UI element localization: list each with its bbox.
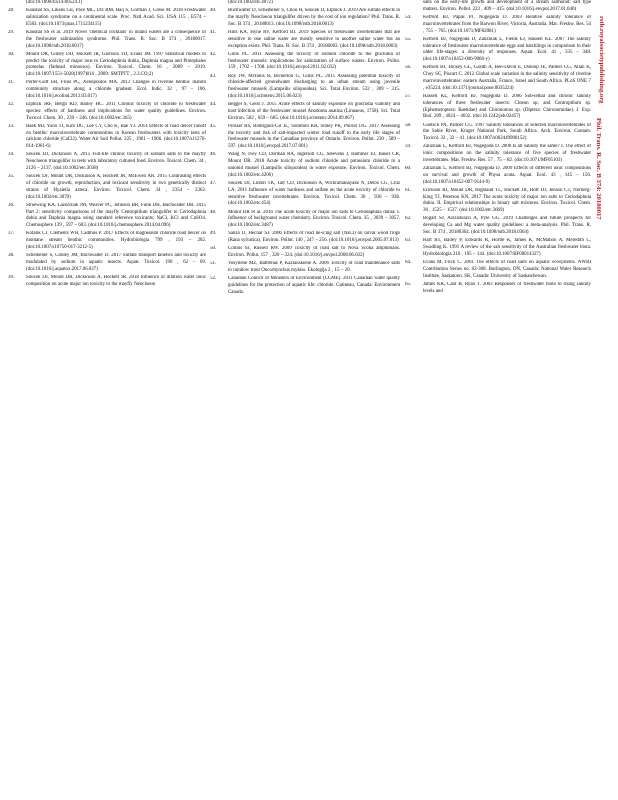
reference-text: Erickson RJ, Mount DR, Highland TL, Hockett JR, Hoff DJ, Jenson CT, Norberg-King TJ, Peterson KN. 2017 The acute toxicity of major ion salts to Ceriodaphnia dubia. II. Empirical relationships in binary salt mixtures. Environ. Toxicol. Chem. 36 , 1525 – 1537. (doi:10.1002/etc.3669)	[423, 187, 591, 214]
journal-link[interactable]: rstb.royalsocietypublishing.org	[598, 16, 605, 104]
reference-text: salts on the early-life growth and development of a stream salmonid: salt type matters. Environ. Pollut. 223 , 409 – 415. (doi:10.1016/j.envpol.2017.01.040)	[423, 0, 591, 12]
reference-number: 61.	[405, 187, 412, 193]
reference-entry	[210, 74, 400, 101]
reference-text: Kaushal SS, Likens GE, Pace ML, Utz RM, Haq S, Gorman J, Grese M. 2018 Freshwater salinization syndrome on a continental scale. Proc. Natl Acad. Sci. USA 115 , E574 – E583. (doi:10.1073/pnas.1711234115)	[26, 8, 206, 27]
reference-text: Soucek DJ, Dickinson A. 2015 Full-life chronic toxicity of sodium salts to the mayfly Neocloeon triangulifer in tests with laboratory cultured food. Environ. Toxicol. Chem. 34 , 2126 – 2137. (doi:10.1002/etc.3038)	[26, 152, 206, 172]
reference-number: 48.	[210, 209, 217, 215]
reference-entry	[8, 102, 206, 122]
reference-text: (doi:10.1002/etc.4072)	[228, 0, 273, 5]
reference-number: 33.	[8, 123, 15, 129]
journal-citation: Phil. Trans. R. Soc. B 374: 20180017	[595, 118, 602, 220]
reference-number: 45.	[210, 123, 217, 129]
reference-text: Soucek DJ, Mount DR, Dickinson A, Hockett JR. 2018 Influence of dilution water ionic composition on acute major ion toxicity to the mayfly Neocloeon	[26, 274, 206, 287]
reference-entry	[8, 0, 206, 7]
reference-number: 28.	[8, 8, 15, 14]
reference-text: Kefford BJ, Papas PJ, Nugegoda D. 2003 Relative salinity tolerance of macroinvertebrates from the Barwon River, Victoria, Australia. Mar. Freshw. Res. 54 , 755 – 765. (doi:10.1071/MF02081)	[423, 14, 591, 34]
reference-number: 59.	[405, 144, 412, 150]
reference-text: Canadian Council of Ministers of Environment (CCME). 2011 Canadian water quality guidelines for the protection of aquatic life: chloride. Gatineau, Canada: Environment Canada.	[228, 276, 400, 295]
reference-entry	[8, 8, 206, 28]
reference-column-1	[8, 0, 206, 290]
reference-text: (doi:10.1890/ES14-00524.1)	[26, 0, 83, 5]
reference-entry	[405, 216, 591, 236]
reference-entry	[8, 30, 206, 50]
reference-number: 57.	[405, 93, 412, 99]
reference-column-3	[405, 0, 591, 297]
reference-entry	[405, 166, 591, 186]
reference-entry	[405, 282, 591, 296]
reference-text: Scheibener S, Conley JM, Buchwalter D. 2017 Sulfate transport kinetics and toxicity are modulated by sodium in aquatic insects. Aquat. Toxicol. 190 , 62 – 69. (doi:10.1016/j.aquatox.2017.06.027)	[26, 253, 206, 272]
reference-entry	[210, 181, 400, 208]
reference-text: Elphick JRF, Bergh KD, Bailey HC. 2011 Chronic toxicity of chloride to freshwater species: effects of hardness and implications for water quality guidelines. Environ. Toxicol. Chem. 30 , 239 – 246. (doi:10.1002/etc.365)	[26, 102, 206, 121]
reference-text: Bogart SJ, Azizishirazi A, Pyle GG. 2019 Challenges and future prospects for developing Ca and Mg water quality guidelines: a meta-analysis. Phil. Trans. R. Soc. B 374 , 20180364. (doi:10.1098/rstb.2018.0364)	[423, 216, 591, 236]
reference-entry	[8, 152, 206, 172]
reference-number: 42.	[210, 51, 217, 57]
reference-number: 51.	[210, 261, 217, 267]
reference-number: 41.	[210, 29, 217, 35]
reference-text: James KR, Cant B, Ryan T. 2003 Responses of freshwater biota to rising salinity levels and	[423, 281, 591, 294]
reference-number: 38.	[8, 253, 15, 259]
reference-entry	[8, 253, 206, 273]
reference-text: Struewing KA, Lazorchak JM, Weaver PC, Johnson BR, Funk DH, Buchwalter DB. 2015 Part 2: sensitivity comparisons of the mayfly Centroptilum triangulifer to Ceriodaphnia dubia and Daphnia magna using standard reference toxicants; NaCl, KCl and CuSO4. Chemosphere 139 , 597 – 603. (doi:10.1016/j.chemosphere.2014.04.096)	[26, 202, 206, 229]
reference-text: Kefford BJ, Nugegoda D, Zalizniak L, Fields EJ, Hassell KL. 2007 The salinity tolerance of freshwater macroinvertebrate eggs and hatchlings in comparison to their older life-stages: a diversity of responses. Aquat. Ecol. 41 , 335 – 348. (doi:10.1007/s10452-006-9066-y)	[423, 36, 591, 63]
reference-number: 62.	[405, 216, 412, 222]
reference-entry	[210, 261, 400, 275]
reference-number: 47.	[210, 181, 217, 187]
reference-text: Gillis PL. 2011 Assessing the toxicity of sodium chloride to the glochidia of freshwater mussels: implications for salinization of surface waters. Environ. Pollut. 159 , 1702 – 1708. (doi:10.1016/j.envpol.2011.02.032)	[228, 51, 400, 71]
reference-entry	[210, 276, 400, 296]
reference-entry	[210, 210, 400, 230]
reference-text: Roy JW, McInnis R, Bickerton G, Gillis PL. 2015 Assessing potential toxicity of chloride-affected groundwater discharging to an urban stream using juvenile freshwater mussels (Lampsilis siliquoidea). Sci. Total Environ. 532 , 309 – 315. (doi:10.1016/j.scitotenv.2015.06.023)	[228, 73, 400, 99]
reference-entry	[210, 8, 400, 28]
reference-text: Goetsch PA, Palmer CG. 1997 Salinity tolerances of selected macroinvertebrates of the Sabie River, Kruger National Park, South Africa. Arch. Environ. Contam. Toxicol. 32 , 32 – 41. (doi:10.1007/s002449900152)	[423, 122, 591, 142]
reference-number: 30.	[8, 51, 15, 57]
reference-text: Zalizniak L, Kefford BJ, Nugegoda D. 2006 Is all salinity the same? I. The effect of ionic compositions on the salinity tolerance of five species of freshwater invertebrates. Mar. Freshw. Res. 57 , 75 – 82. (doi:10.1071/MF05103)	[423, 144, 591, 163]
reference-entry	[405, 15, 591, 35]
reference-entry	[405, 144, 591, 164]
reference-entry	[210, 231, 400, 245]
reference-column-2	[210, 0, 400, 298]
reference-number: 32.	[8, 102, 15, 108]
reference-text: Hills KA, Hyne RV, Kefford BJ. 2019 Species of freshwater invertebrates that are sensitive to one saline water are mostly sensitive to another saline water but an exception exists. Phil. Trans. R. Soc. B 374 , 20180003. (doi:10.1098/rstb.2018.0003)	[228, 29, 400, 49]
reference-number: 65.	[405, 281, 412, 287]
reference-number: 55.	[405, 36, 412, 42]
reference-entry	[210, 124, 400, 151]
reference-entry	[8, 52, 206, 79]
reference-number: 34.	[8, 152, 15, 158]
reference-text: Soucek DJ, Mount DR, Dickinson A, Hockett JR, McEwen AR. 2015 Contrasting effects of chloride on growth, reproduction, and toxicant sensitivity in two genetically distinct strains of Hyalella azteca. Environ. Toxicol. Chem. 34 , 2354 – 2362. (doi:10.1002/etc.3070)	[26, 174, 206, 200]
reference-text: Baek MJ, Yoon TJ, Kim DG, Lee CY, Cho K, Bae YJ. 2014 Effects of road deicer runoff on benthic macroinvertebrate communities in Korean freshwaters with toxicity tests of calcium chloride (CaCl2). Water Air Soil Pollut. 225 , 1961 – 1966. (doi:10.1007/s11270-014-1961-6)	[26, 123, 206, 150]
reference-entry	[405, 37, 591, 64]
reference-number: 58.	[405, 122, 412, 128]
reference-entry	[405, 123, 591, 143]
reference-entry	[210, 52, 400, 72]
reference-number: 44.	[210, 102, 217, 108]
reference-text: Buchwalter D, Scheibener S, Chou H, Soucek D, Elphick J. 2019 Are sulfate effects in the mayfly Neocloeon triangulifer driven by the cost of ion regulation? Phil. Trans. R. Soc. B 374 , 20180013. (doi:10.1098/rstb.2018.0013)	[228, 8, 400, 27]
reference-entry	[210, 0, 400, 7]
reference-number: 36.	[8, 202, 15, 208]
reference-entry	[210, 102, 400, 122]
reference-number: 60.	[405, 166, 412, 172]
reference-number: 40.	[210, 8, 217, 14]
reference-number: 37.	[8, 231, 15, 237]
reference-text: Mount DR et al. 2016 The acute toxicity of major ion salts to Ceriodaphnia dubia: I. Influence of background water chemistry. Environ. Toxicol. Chem. 35 , 3039 – 3057. (doi:10.1002/etc.3487)	[228, 209, 400, 229]
reference-entry	[405, 238, 591, 258]
reference-text: Kaushal SS et al. 2019 Novel 'chemical cocktails' in inland waters are a consequence of the freshwater salinization syndrome. Phil. Trans. R. Soc. B 374 , 20180017. (doi:10.1098/rstb.2018.0017)	[26, 29, 206, 49]
reference-text: Zalizniak L, Kefford BJ, Nugegoda D. 2009 Effects of different ionic compositions on survival and growth of Physa acuta. Aquat. Ecol. 43 , 145 – 156. (doi:10.1007/s10452-007-9144-9)	[423, 166, 591, 185]
reference-text: Prosser RS, Rodriguez-Gil JL, Solomon KR, Sibley PK, Poirier DG. 2017 Assessing the toxicity and risk of salt-impacted winter road runoff to the early life stages of freshwater mussels in the Canadian province of Ontario. Environ. Pollut. 230 , 589 – 597. (doi:10.1016/j.envpol.2017.07.001)	[228, 123, 400, 150]
reference-number: 39.	[8, 274, 15, 280]
reference-text: Kefford BJ, Hickey GL, Gasith A, Ben-David E, Dunlop JE, Palmer CG, Allan K, Choy SC, Piscart C. 2012 Global scale variation in the salinity sensitivity of riverine macroinvertebrates: eastern Australia, France, Israel and South Africa. PLoS ONE 7 , e35224. (doi:10.1371/journal.pone.0035224)	[423, 65, 591, 91]
reference-entry	[210, 246, 400, 260]
reference-entry	[405, 188, 591, 215]
reference-entry	[8, 80, 206, 100]
reference-entry	[210, 30, 400, 50]
reference-text: Hassell KL, Kefford BJ, Nugegoda D. 2006 Sub-lethal and chronic salinity tolerances of three freshwater insects: Cloeon sp. and Centroptilum sp. (Ephemeroptera: Baetidae) and Chironomus sp. (Diptera: Chironomidae). J. Exp. Biol. 209 , 4024 – 4032. (doi:10.1242/jeb.02457)	[423, 93, 591, 120]
reference-text: Mount DR, Gulley DD, Hockett JR, Garrison TD, Evans JM. 1997 Statistical models to predict the toxicity of major ions to Ceriodaphnia dubia, Daphnia magna and Pimephales promelas (fathead minnows). Environ. Toxicol. Chem. 16 , 2009 – 2019. (doi:10.1897/1551-5028(1997)016 , 2009: SMTPTT , 2.3.CO;2)	[26, 51, 206, 78]
reference-number: 50.	[210, 246, 217, 252]
reference-number: 52.	[210, 276, 217, 282]
reference-text: Collins SJ, Russell RW. 2009 Toxicity of road salt to Nova Scotia amphibians. Environ. Pollut. 157 , 320 – 324. (doi:10.1016/j.envpol.2008.06.032)	[228, 246, 400, 259]
reference-text: Evans M, Frick C. 2001 The effects of road salts on aquatic ecosystems. NWRI Contribution Series no. 02-308. Burlington, ON, Canada: National Water Research Institute, Saskatoon, SK, Canada: University of Saskatchewan.	[423, 259, 591, 279]
reference-number: 64.	[405, 259, 412, 265]
reference-number: 35.	[8, 174, 15, 180]
reference-entry	[8, 174, 206, 201]
reference-entry	[8, 203, 206, 230]
journal-sidebar	[595, 0, 609, 800]
reference-entry	[8, 124, 206, 151]
reference-text: Porter-Goff ER, Frost PC, Xenopoulos MA. 2013 Changes in riverine benthic diatom community structure along a chloride gradient. Ecol. Indic. 32 , 97 – 106. (doi:10.1016/j.ecolind.2013.03.017)	[26, 80, 206, 99]
reference-text: Soucek DJ, Linton TK, Tarr CD, Dickinson A, Wickramanayake N, Delos CG, Cruz LA. 2011 Influence of water hardness and sulfate on the acute toxicity of chloride to sensitive freshwater invertebrates. Environ. Toxicol. Chem. 30 , 930 – 938. (doi:10.1002/etc.454)	[228, 181, 400, 207]
reference-entry	[405, 65, 591, 92]
reference-number: 29.	[8, 29, 15, 35]
reference-entry	[405, 94, 591, 121]
reference-number: 43.	[210, 73, 217, 79]
reference-text: Beggel S, Geist J. 2015 Acute effects of salinity exposure on glochidia viability and host infection of the freshwater mussel Anodonta anatina (Linnaeus, 1758). Sci. Total Environ. 502 , 659 – 665. (doi:10.1016/j.scitotenv.2014.09.067)	[228, 102, 400, 121]
reference-entry	[8, 275, 206, 289]
reference-number: 56.	[405, 65, 412, 71]
reference-text: Vosylienė MZ, Baltrėnas P, Kazlauskienė A. 2006 Toxicity of road maintenance salts to rainbow trout Oncorhynchus mykiss. Ekologija 2 , 15 – 20.	[228, 261, 400, 274]
reference-text: Sanzo D, Hecnar SJ. 2006 Effects of road de-icing salt (NaCl) on larval wood frogs (Rana sylvatica). Environ. Pollut. 140 , 247 – 256. (doi:10.1016/j.envpol.2005.07.013)	[228, 231, 400, 244]
reference-text: Hart BT, Bailey P, Edwards R, Hortle K, James K, McMahon A, Meredith C, Swadling K. 1991 A review of the salt sensitivity of the Australian freshwater biota. Hydrobiologia 210 , 105 – 144. (doi:10.1007/BF00014327)	[423, 238, 591, 257]
reference-number: 46.	[210, 152, 217, 158]
reference-number: 31.	[8, 80, 15, 86]
reference-number: 49.	[210, 231, 217, 237]
reference-number: 54.	[405, 14, 412, 20]
reference-entry	[210, 152, 400, 179]
reference-entry	[8, 231, 206, 251]
reference-text: Kotalik CJ, Clements WH, Cadmus P. 2017 Effects of magnesium chloride road deicer on montane stream benthic communities. Hydrobiologia 799 , 193 – 202. (doi:10.1007/s10750-017-3212-5)	[26, 231, 206, 250]
reference-text: Wang N, Ivey CD, Dorman RA, Ingersoll CG, Steevens J, Hammer EJ, Bauer CR, Mount DR. 2018 Acute toxicity of sodium chloride and potassium chloride to a unionid mussel (Lampsilis siliquoidea) in water exposure. Environ. Toxicol. Chem. (doi:10.1002/etc.4206)	[228, 152, 400, 178]
reference-entry	[405, 260, 591, 280]
reference-entry	[405, 0, 591, 14]
reference-number: 63.	[405, 238, 412, 244]
